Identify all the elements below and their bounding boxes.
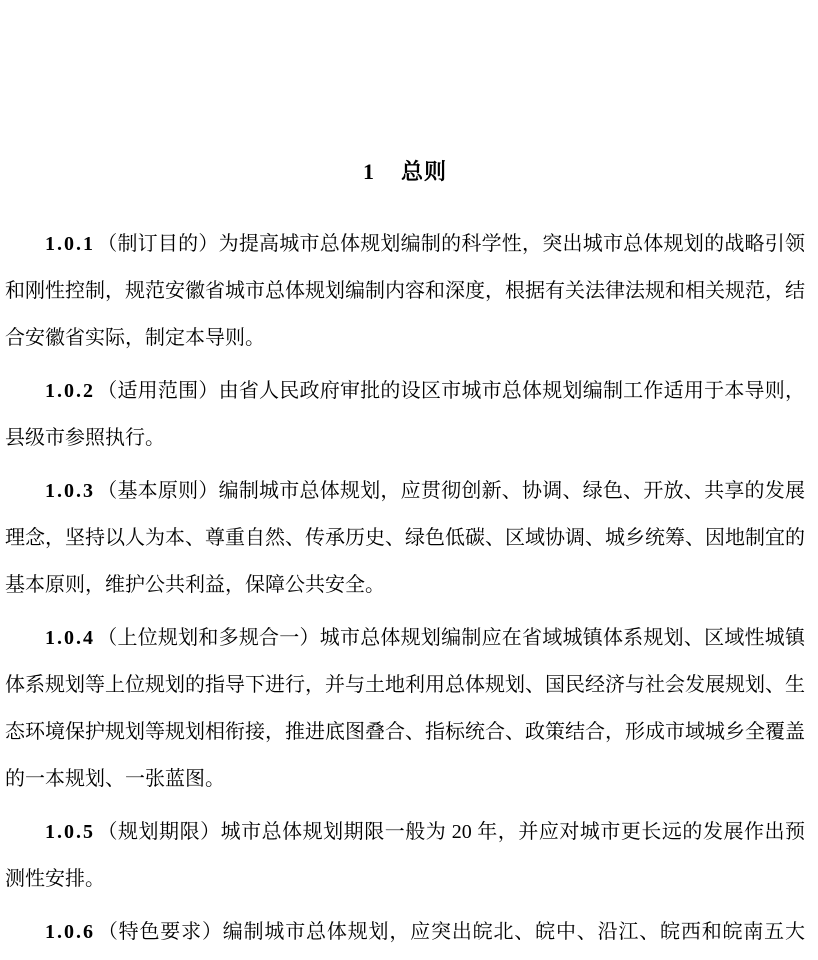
clause-text: （特色要求）编制城市总体规划，应突出皖北、皖中、沿江、皖西和皖南五大 [97,921,805,943]
chapter-title-text: 总则 [400,159,447,184]
clause-paragraph-1-0-2 [5,368,805,462]
clause-text: （规划期限）城市总体规划期限一般为 20 年，并应对城市更长远的发展作出预测性安排。 [5,821,805,890]
clause-number: 1.0.4 [45,627,95,649]
clause-number: 1.0.3 [45,480,95,502]
clause-text: （上位规划和多规合一）城市总体规划编制应在省域城镇体系规划、区域性城镇体系规划等上位规划的指导下进行，并与土地利用总体规划、国民经济与社会发展规划、生态环境保护规划等规划相衔接，推进底图叠合、指标统合、政策结合，形成市域城乡全覆盖的一本规划、一张蓝图。 [5,627,805,790]
clause-paragraph-1-0-6 [5,909,805,956]
clause-number: 1.0.6 [45,921,95,943]
chapter-title [5,158,805,186]
clause-text: （基本原则）编制城市总体规划，应贯彻创新、协调、绿色、开放、共享的发展理念，坚持以人为本、尊重自然、传承历史、绿色低碳、区域协调、城乡统筹、因地制宜的基本原则，维护公共利益，保障公共安全。 [5,480,805,596]
clause-number: 1.0.2 [45,380,95,402]
document-body [5,221,805,956]
clause-paragraph-1-0-4 [5,615,805,803]
clause-number: 1.0.1 [45,233,95,255]
clause-text: （制订目的）为提高城市总体规划编制的科学性，突出城市总体规划的战略引领和刚性控制，规范安徽省城市总体规划编制内容和深度，根据有关法律法规和相关规范，结合安徽省实际，制定本导则。 [5,233,805,349]
clause-paragraph-1-0-3 [5,468,805,609]
clause-paragraph-1-0-1 [5,221,805,362]
clause-number: 1.0.5 [45,821,95,843]
clause-paragraph-1-0-5 [5,809,805,903]
chapter-number: 1 [362,159,375,184]
clause-text: （适用范围）由省人民政府审批的设区市城市总体规划编制工作适用于本导则，县级市参照执行。 [5,380,805,449]
